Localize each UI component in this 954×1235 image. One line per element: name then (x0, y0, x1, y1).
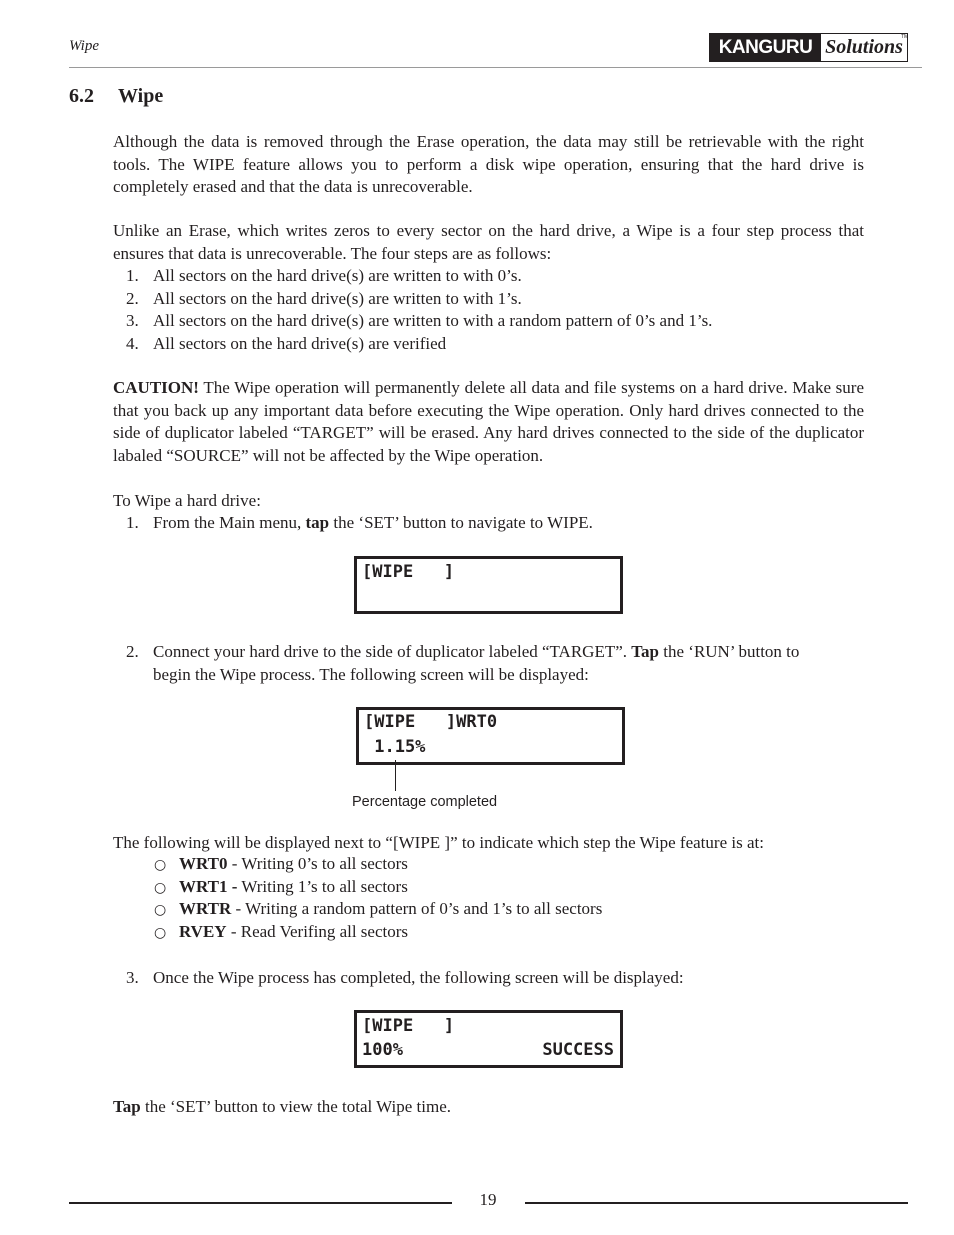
lcd-line-2-right: SUCCESS (542, 1040, 614, 1060)
section-title: Wipe (118, 85, 164, 107)
running-header-title: Wipe (69, 38, 99, 54)
bullet-icon: ○ (154, 925, 167, 941)
section-heading (69, 85, 163, 108)
howto-step3-text: Once the Wipe process has completed, the following screen will be displayed: (153, 968, 684, 987)
logo-brand: KANGURU (710, 34, 821, 61)
bullet-icon: ○ (154, 880, 167, 896)
section-number: 6.2 (69, 85, 94, 107)
howto-intro: To Wipe a hard drive: (113, 491, 261, 510)
lcd-line-1: [WIPE ]WRT0 (364, 712, 498, 732)
lcd-line-2-left: 100% (362, 1040, 403, 1060)
howto-step1-number: 1. (126, 513, 139, 532)
howto-step3-number: 3. (126, 968, 139, 987)
howto-step2-number: 2. (126, 642, 139, 661)
footer-rule-right (525, 1202, 908, 1204)
callout-leader-line (395, 760, 396, 791)
logo-suffix: Solutions (825, 36, 903, 58)
caution-text: The Wipe operation will permanently delete all data and file systems on a hard drive. Make sure that you back up any important data before executing the Wipe operation. Only hard drives connected to the side of duplicator labeled “TARGET” will be erased. Any hard drives connected to the side of the duplicator labaled “SOURCE” will not be affected by the Wipe operation. (113, 378, 864, 465)
lcd-line-1: [WIPE ] (362, 1016, 455, 1036)
lcd-screen-wipe-menu (354, 556, 623, 614)
caution-paragraph (113, 377, 864, 467)
howto-step2-text-line2: begin the Wipe process. The following screen will be displayed: (153, 665, 589, 684)
status-intro: The following will be displayed next to “[WIPE ]” to indicate which step the Wipe feature is at: (113, 833, 764, 852)
howto-step2-text-line1: Connect your hard drive to the side of duplicator labeled “TARGET”. Tap the ‘RUN’ button to (153, 642, 800, 661)
lcd-screen-wipe-success (354, 1010, 623, 1068)
final-note: Tap the ‘SET’ button to view the total Wipe time. (113, 1097, 452, 1116)
logo-trademark: TM (901, 34, 909, 40)
lcd-line-2: 1.15% (364, 737, 426, 757)
lcd-line-1: [WIPE ] (362, 562, 455, 582)
intro-paragraph: Although the data is removed through the Erase operation, the data may still be retrievable with the right tools. The WIPE feature allows you to perform a disk wipe operation, ensuring that the hard drive is completely erased and that the data is unrecoverable. (113, 132, 864, 196)
caution-label: CAUTION! (113, 378, 199, 397)
bullet-icon: ○ (154, 902, 167, 918)
lcd-screen-wipe-progress (356, 707, 625, 765)
kanguru-logo (709, 33, 908, 62)
header-rule (69, 67, 922, 68)
bullet-icon: ○ (154, 857, 167, 873)
howto-step1-text: From the Main menu, tap the ‘SET’ button to navigate to WIPE. (153, 513, 593, 532)
page-number: 19 (479, 1190, 497, 1209)
callout-label: Percentage completed (352, 794, 498, 810)
erase-paragraph: Unlike an Erase, which writes zeros to every sector on the hard drive, a Wipe is a four step process that ensures that data is unrecoverable. The four steps are as follows: (113, 221, 864, 263)
footer-rule-left (69, 1202, 452, 1204)
